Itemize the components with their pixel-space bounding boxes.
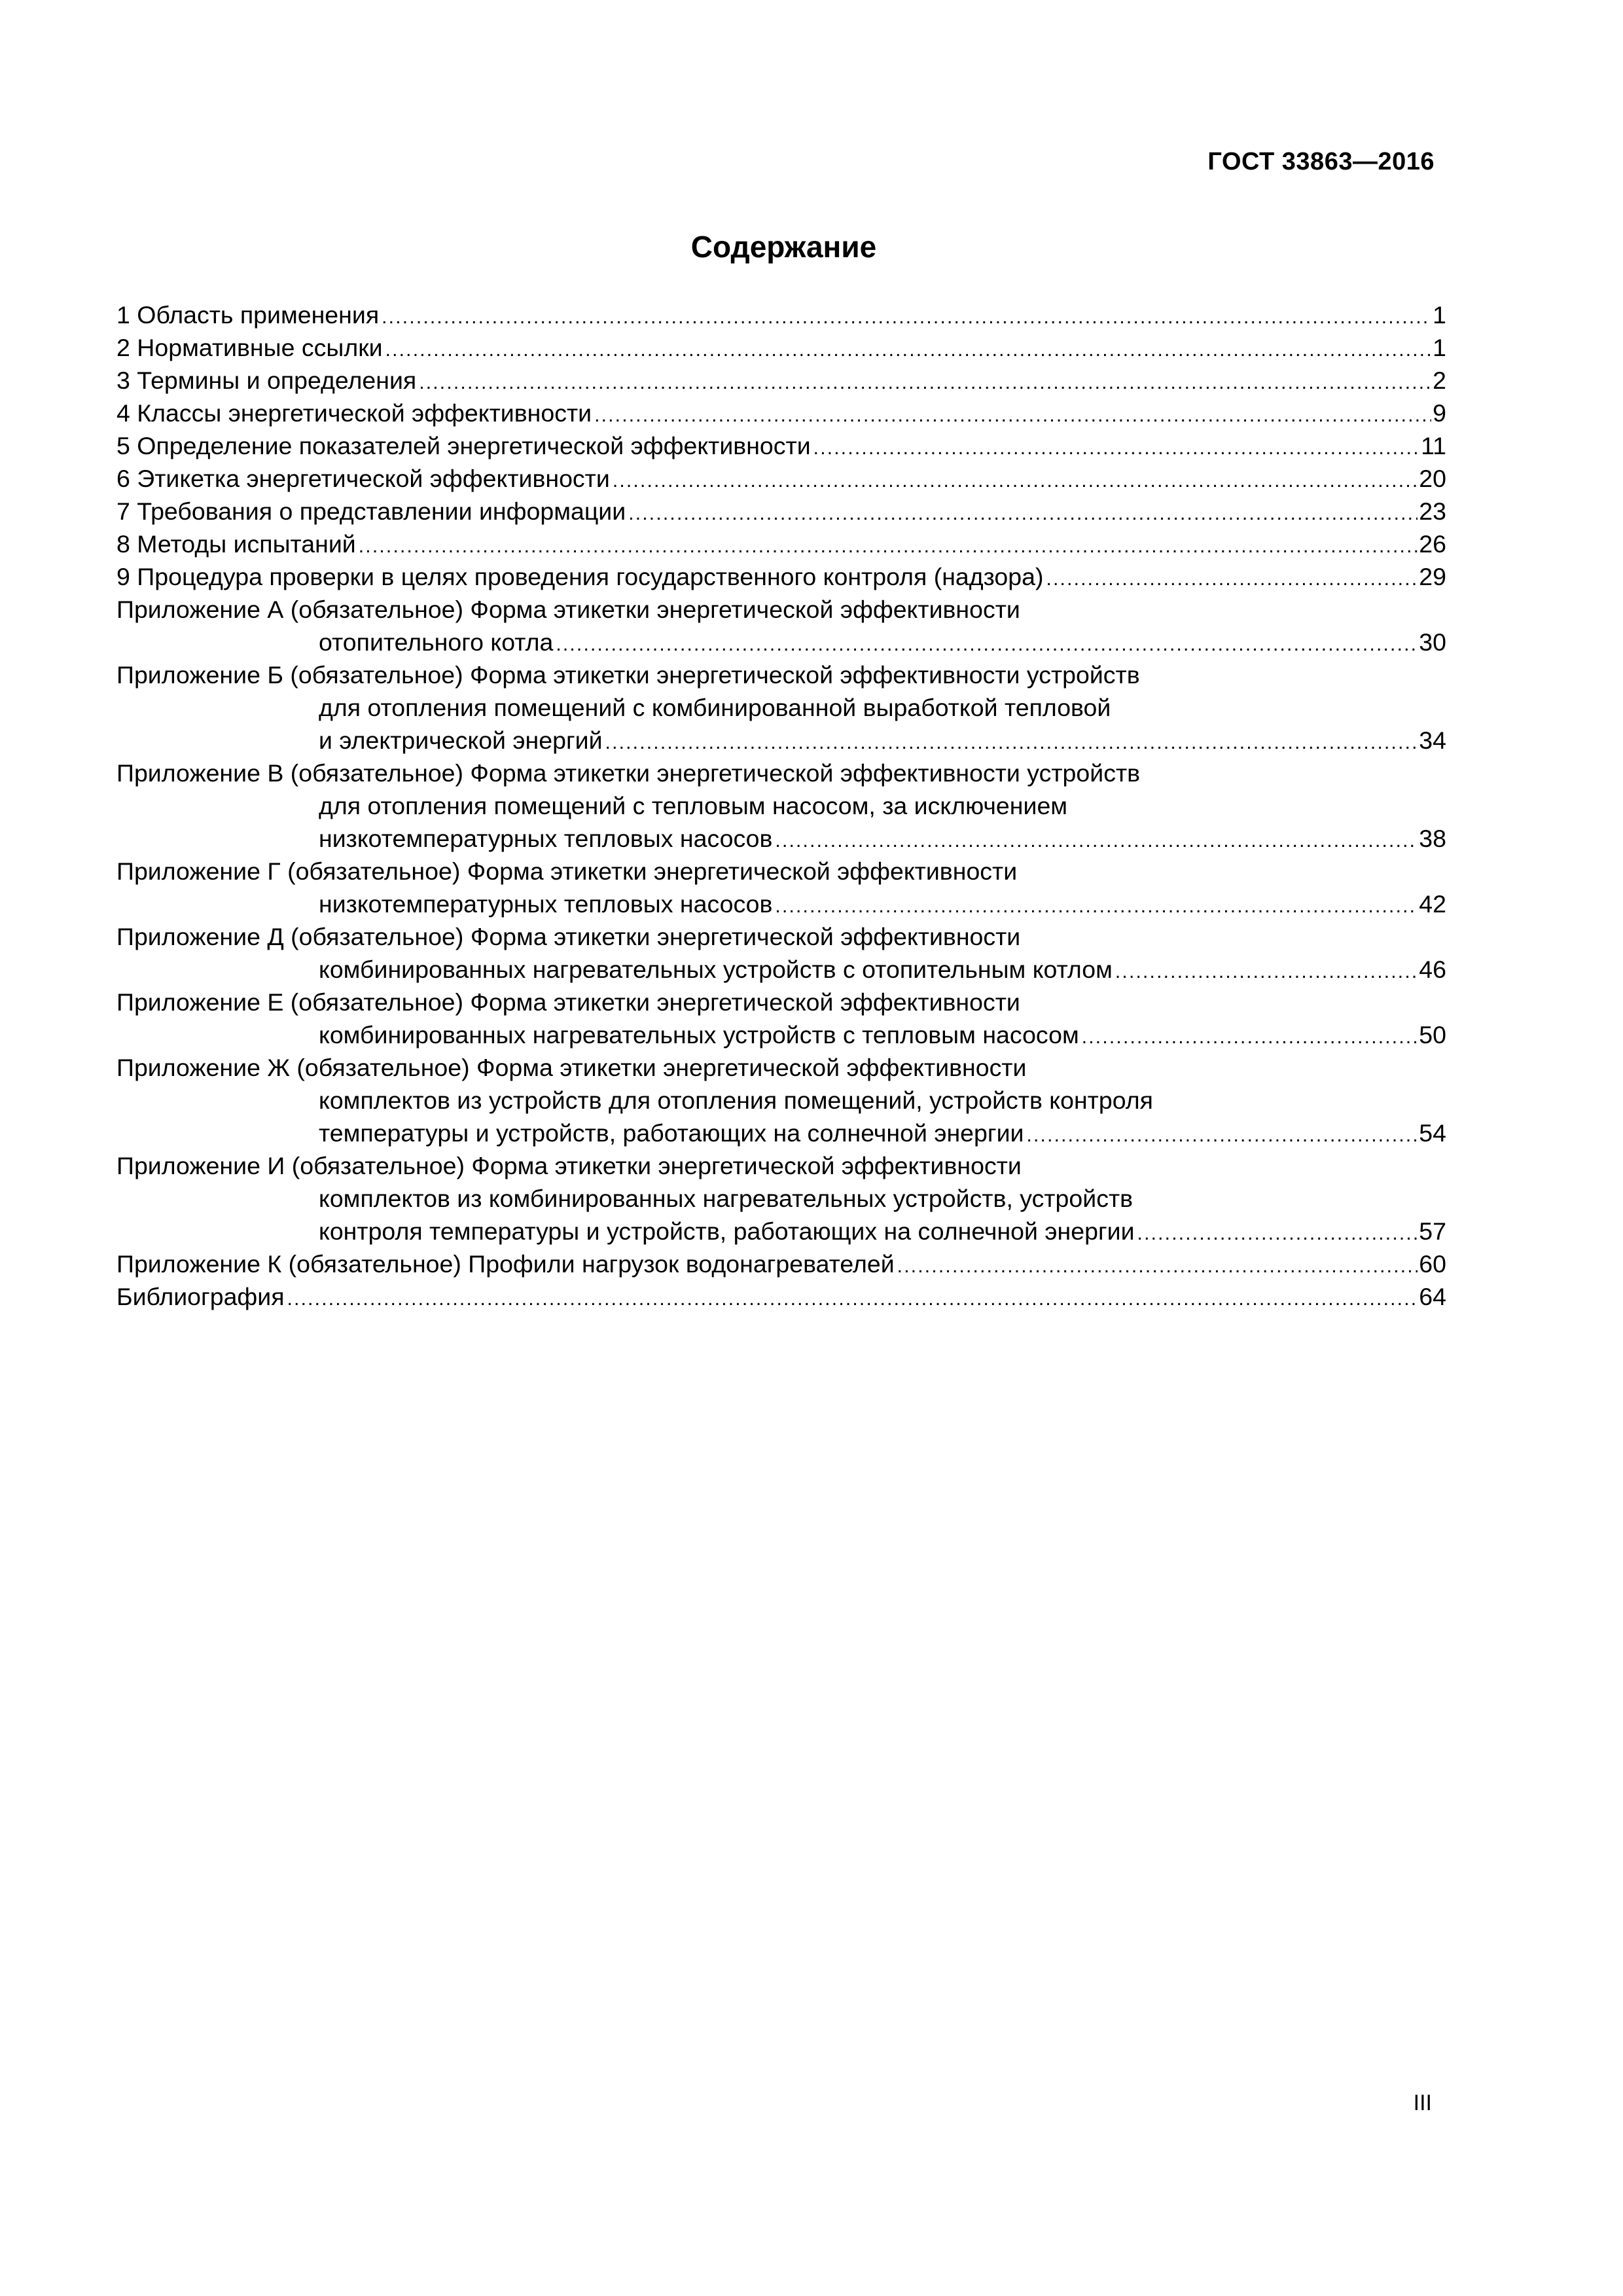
toc-entry[interactable]: [116, 920, 1446, 986]
toc-entry-line: [116, 658, 1446, 691]
toc-entry-line: [116, 1280, 1446, 1313]
toc-entry-text: Библиография: [116, 1283, 285, 1310]
toc-entry[interactable]: [116, 1247, 1446, 1280]
table-of-contents: [116, 298, 1446, 1313]
toc-page-number: 26: [1419, 530, 1446, 558]
toc-entry-text: 8 Методы испытаний: [116, 530, 356, 558]
toc-page-number: 2: [1433, 367, 1446, 394]
toc-page-number: 34: [1419, 726, 1446, 754]
toc-page-number: 23: [1419, 497, 1446, 525]
toc-page-number: 50: [1419, 1021, 1446, 1049]
toc-leader-dots: [359, 530, 1418, 563]
toc-entry-continuation-line: [116, 1215, 1446, 1247]
toc-page-number: 42: [1419, 890, 1446, 918]
toc-entry-line: [116, 560, 1446, 593]
toc-entry-text: 3 Термины и определения: [116, 367, 417, 394]
toc-leader-dots: [382, 301, 1431, 334]
toc-entry[interactable]: [116, 855, 1446, 920]
toc-entry[interactable]: [116, 528, 1446, 560]
toc-leader-dots: [605, 726, 1418, 759]
toc-entry-text: Приложение К (обязательное) Профили нагрузок водонагревателей: [116, 1250, 895, 1278]
toc-entry-continuation-line: [116, 953, 1446, 986]
toc-entry[interactable]: [116, 298, 1446, 331]
toc-entry-text: 4 Классы энергетической эффективности: [116, 399, 592, 427]
toc-entry-line: [116, 855, 1446, 888]
toc-entry-text: отопительного котла: [319, 628, 554, 656]
toc-entry-line: [116, 528, 1446, 560]
toc-entry-text: комбинированных нагревательных устройств с тепловым насосом: [319, 1021, 1079, 1049]
toc-entry[interactable]: [116, 560, 1446, 593]
toc-entry[interactable]: [116, 593, 1446, 658]
toc-page-number: 20: [1419, 465, 1446, 492]
toc-leader-dots: [1026, 1119, 1418, 1152]
toc-leader-dots: [556, 628, 1418, 661]
page-number: III: [1413, 2090, 1432, 2115]
toc-page-number: 1: [1433, 301, 1446, 329]
toc-entry-text: Приложение В (обязательное) Форма этикетки энергетической эффективности устройств: [116, 759, 1141, 787]
toc-entry[interactable]: [116, 495, 1446, 528]
toc-page-number: 64: [1419, 1283, 1446, 1310]
toc-leader-dots: [775, 825, 1418, 857]
toc-page-number: 1: [1433, 334, 1446, 361]
toc-entry-line: [116, 920, 1446, 953]
toc-entry-continuation-line: [116, 822, 1446, 855]
toc-entry[interactable]: [116, 1051, 1446, 1149]
toc-entry[interactable]: [116, 364, 1446, 397]
toc-entry-line: [116, 429, 1446, 462]
toc-leader-dots: [1115, 956, 1418, 988]
toc-entry-line: [116, 986, 1446, 1018]
toc-entry-text: комплектов из комбинированных нагревательных устройств, устройств: [319, 1185, 1133, 1212]
toc-entry-text: 7 Требования о представлении информации: [116, 497, 626, 525]
toc-entry-line: [116, 364, 1446, 397]
toc-entry-line: [116, 1149, 1446, 1182]
toc-entry-continuation-line: [116, 1182, 1446, 1215]
toc-entry-line: [116, 757, 1446, 789]
toc-entry-text: контроля температуры и устройств, работающих на солнечной энергии: [319, 1217, 1135, 1245]
toc-leader-dots: [613, 465, 1418, 497]
toc-page-number: 57: [1419, 1217, 1446, 1245]
toc-entry-text: Приложение Е (обязательное) Форма этикетки энергетической эффективности: [116, 988, 1020, 1016]
toc-entry-text: 6 Этикетка энергетической эффективности: [116, 465, 610, 492]
toc-page-number: 29: [1419, 563, 1446, 590]
toc-entry[interactable]: [116, 986, 1446, 1051]
toc-entry-text: для отопления помещений с тепловым насосом, за исключением: [319, 792, 1068, 819]
toc-page-number: 11: [1421, 432, 1446, 459]
toc-entry-text: Приложение А (обязательное) Форма этикетки энергетической эффективности: [116, 596, 1020, 623]
toc-entry-continuation-line: [116, 1117, 1446, 1149]
toc-leader-dots: [287, 1283, 1418, 1316]
toc-entry-text: комплектов из устройств для отопления помещений, устройств контроля: [319, 1086, 1153, 1114]
toc-entry-line: [116, 1247, 1446, 1280]
toc-leader-dots: [1082, 1021, 1418, 1054]
toc-leader-dots: [1046, 563, 1418, 596]
toc-entry-continuation-line: [116, 888, 1446, 920]
toc-entry-continuation-line: [116, 724, 1446, 757]
toc-leader-dots: [813, 432, 1419, 465]
toc-entry-text: и электрической энергий: [319, 726, 603, 754]
toc-entry-text: комбинированных нагревательных устройств с отопительным котлом: [319, 956, 1113, 983]
toc-entry-text: Приложение Д (обязательное) Форма этикетки энергетической эффективности: [116, 923, 1021, 950]
toc-entry[interactable]: [116, 429, 1446, 462]
toc-entry-text: 2 Нормативные ссылки: [116, 334, 383, 361]
toc-entry[interactable]: [116, 1280, 1446, 1313]
toc-entry[interactable]: [116, 757, 1446, 855]
toc-leader-dots: [628, 497, 1418, 530]
toc-entry[interactable]: [116, 1149, 1446, 1247]
toc-entry-text: 9 Процедура проверки в целях проведения государственного контроля (надзора): [116, 563, 1044, 590]
toc-entry-line: [116, 298, 1446, 331]
toc-entry-continuation-line: [116, 1084, 1446, 1117]
toc-entry-line: [116, 462, 1446, 495]
toc-entry-line: [116, 331, 1446, 364]
toc-entry-text: низкотемпературных тепловых насосов: [319, 890, 773, 918]
toc-page-number: 46: [1419, 956, 1446, 983]
toc-leader-dots: [1137, 1217, 1418, 1250]
toc-entry-continuation-line: [116, 691, 1446, 724]
toc-page-number: 9: [1433, 399, 1446, 427]
toc-entry-line: [116, 397, 1446, 429]
toc-leader-dots: [385, 334, 1432, 367]
toc-entry[interactable]: [116, 462, 1446, 495]
toc-entry-line: [116, 495, 1446, 528]
toc-entry-text: низкотемпературных тепловых насосов: [319, 825, 773, 852]
toc-page-number: 60: [1419, 1250, 1446, 1278]
toc-page-number: 30: [1419, 628, 1446, 656]
toc-entry-text: Приложение И (обязательное) Форма этикетки энергетической эффективности: [116, 1152, 1022, 1179]
toc-entry-continuation-line: [116, 626, 1446, 658]
toc-entry-continuation-line: [116, 1018, 1446, 1051]
toc-entry-text: 5 Определение показателей энергетической эффективности: [116, 432, 811, 459]
toc-entry-line: [116, 593, 1446, 626]
toc-leader-dots: [775, 890, 1418, 923]
toc-page-number: 54: [1419, 1119, 1446, 1147]
toc-entry-text: температуры и устройств, работающих на солнечной энергии: [319, 1119, 1024, 1147]
toc-entry-text: Приложение Б (обязательное) Форма этикетки энергетической эффективности устройств: [116, 661, 1140, 689]
toc-entry-text: 1 Область применения: [116, 301, 380, 329]
toc-entry-text: Приложение Г (обязательное) Форма этикетки энергетической эффективности: [116, 857, 1018, 885]
toc-entry-line: [116, 1051, 1446, 1084]
document-code-header: ГОСТ 33863—2016: [1207, 148, 1435, 175]
toc-leader-dots: [419, 367, 1431, 399]
toc-leader-dots: [594, 399, 1431, 432]
toc-entry[interactable]: [116, 331, 1446, 364]
toc-entry[interactable]: [116, 397, 1446, 429]
toc-entry-text: Приложение Ж (обязательное) Форма этикетки энергетической эффективности: [116, 1054, 1027, 1081]
toc-title: Содержание: [690, 230, 877, 264]
toc-entry[interactable]: [116, 658, 1446, 757]
toc-entry-continuation-line: [116, 789, 1446, 822]
toc-leader-dots: [897, 1250, 1418, 1283]
toc-page-number: 38: [1419, 825, 1446, 852]
toc-entry-text: для отопления помещений с комбинированной выработкой тепловой: [319, 694, 1111, 721]
